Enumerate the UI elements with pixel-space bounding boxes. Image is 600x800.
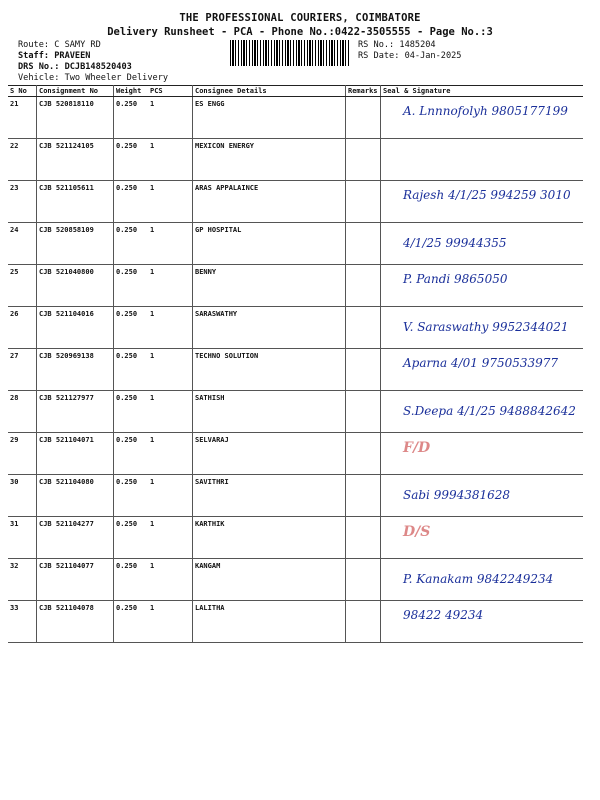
row-consignee-text: SAVITHRI [195, 478, 229, 486]
row-pcs-text: 1 [150, 100, 155, 108]
row-consignment-no [37, 139, 114, 181]
row-consignment-no-text: CJB 521105611 [39, 184, 94, 192]
row-weight [114, 559, 149, 601]
barcode [230, 40, 350, 66]
row-remarks [346, 265, 381, 307]
row-signature-text: S.Deepa 4/1/25 9488842642 [403, 404, 576, 418]
table-row [8, 433, 583, 475]
row-signature-text: Aparna 4/01 9750533977 [403, 356, 559, 370]
row-pcs [148, 265, 193, 307]
row-sno [8, 223, 37, 265]
row-consignment-no-text: CJB 521104080 [39, 478, 94, 486]
row-consignee [193, 601, 346, 643]
route-label: Route: C SAMY RD [18, 40, 101, 50]
row-pcs [148, 307, 193, 349]
row-weight-text: 0.250 [116, 142, 138, 150]
row-consignment-no-text: CJB 520818110 [39, 100, 94, 108]
row-consignee-text: SATHISH [195, 394, 225, 402]
row-consignment-no [37, 223, 114, 265]
row-remarks [346, 349, 381, 391]
row-weight [114, 349, 149, 391]
row-remarks [346, 181, 381, 223]
row-pcs [148, 475, 193, 517]
row-signature-text: F/D [403, 440, 431, 456]
table-row [8, 265, 583, 307]
row-sno [8, 265, 37, 307]
vehicle-label: Vehicle: Two Wheeler Delivery [18, 73, 169, 83]
row-signature [381, 475, 584, 517]
drs-label: DRS No.: DCJB148520403 [18, 62, 132, 72]
row-pcs-text: 1 [150, 562, 155, 570]
row-sno-text: 32 [10, 562, 19, 570]
row-pcs [148, 433, 193, 475]
row-weight-text: 0.250 [116, 352, 138, 360]
row-pcs [148, 139, 193, 181]
row-consignment-no-text: CJB 521127977 [39, 394, 94, 402]
row-signature [381, 349, 584, 391]
row-remarks [346, 433, 381, 475]
row-weight [114, 223, 149, 265]
row-weight-text: 0.250 [116, 562, 138, 570]
row-consignee [193, 559, 346, 601]
row-consignment-no [37, 433, 114, 475]
row-sno-text: 28 [10, 394, 19, 402]
row-weight [114, 517, 149, 559]
row-signature-text: P. Pandi 9865050 [403, 272, 508, 286]
row-consignee [193, 475, 346, 517]
row-sno [8, 139, 37, 181]
row-weight [114, 265, 149, 307]
table-row [8, 517, 583, 559]
row-remarks [346, 559, 381, 601]
table-row [8, 97, 583, 139]
row-consignee-text: TECHNO SOLUTION [195, 352, 259, 360]
row-consignment-no-text: CJB 521104277 [39, 520, 94, 528]
row-consignment-no [37, 349, 114, 391]
row-sno-text: 25 [10, 268, 19, 276]
row-weight [114, 307, 149, 349]
row-consignee [193, 391, 346, 433]
row-consignment-no [37, 517, 114, 559]
row-pcs [148, 97, 193, 139]
table-row [8, 223, 583, 265]
row-pcs-text: 1 [150, 268, 155, 276]
row-pcs-text: 1 [150, 436, 155, 444]
row-pcs [148, 181, 193, 223]
row-weight-text: 0.250 [116, 604, 138, 612]
row-sno [8, 517, 37, 559]
row-pcs [148, 349, 193, 391]
row-remarks [346, 601, 381, 643]
row-consignee [193, 139, 346, 181]
row-consignee-text: BENNY [195, 268, 217, 276]
row-signature [381, 601, 584, 643]
row-weight-text: 0.250 [116, 436, 138, 444]
row-pcs [148, 559, 193, 601]
row-consignee [193, 97, 346, 139]
row-weight-text: 0.250 [116, 520, 138, 528]
row-consignment-no-text: CJB 521124105 [39, 142, 94, 150]
row-consignment-no [37, 181, 114, 223]
row-signature [381, 223, 584, 265]
row-consignee-text: ARAS APPALAINCE [195, 184, 259, 192]
row-weight-text: 0.250 [116, 310, 138, 318]
row-consignee [193, 349, 346, 391]
row-signature [381, 139, 584, 181]
row-signature [381, 433, 584, 475]
row-consignment-no [37, 475, 114, 517]
row-consignment-no-text: CJB 521104078 [39, 604, 94, 612]
row-consignee-text: SARASWATHY [195, 310, 238, 318]
row-sno-text: 27 [10, 352, 19, 360]
row-consignee-text: SELVARAJ [195, 436, 229, 444]
row-pcs-text: 1 [150, 226, 155, 234]
row-signature [381, 265, 584, 307]
col-sno: S No [8, 86, 37, 97]
col-consignment: Consignment No [37, 86, 114, 97]
row-pcs-text: 1 [150, 520, 155, 528]
row-weight [114, 391, 149, 433]
rs-date: RS Date: 04-Jan-2025 [358, 51, 462, 61]
row-sno-text: 21 [10, 100, 19, 108]
row-consignee-text: KANGAM [195, 562, 221, 570]
row-signature-text: D/S [403, 524, 431, 540]
row-signature [381, 559, 584, 601]
row-consignment-no [37, 559, 114, 601]
row-consignee [193, 265, 346, 307]
runsheet-subtitle: Delivery Runsheet - PCA - Phone No.:0422-3505555 - Page No.:3 [107, 26, 493, 38]
row-consignment-no [37, 265, 114, 307]
table-row [8, 307, 583, 349]
row-weight-text: 0.250 [116, 268, 138, 276]
row-consignment-no-text: CJB 520969138 [39, 352, 94, 360]
col-pcs: PCS [148, 86, 193, 97]
row-remarks [346, 139, 381, 181]
row-weight [114, 139, 149, 181]
row-signature-text: 4/1/25 99944355 [403, 236, 507, 250]
col-remarks: Remarks [346, 86, 381, 97]
col-signature: Seal & Signature [381, 86, 584, 97]
row-sno [8, 349, 37, 391]
row-remarks [346, 97, 381, 139]
row-weight-text: 0.250 [116, 100, 138, 108]
row-sno-text: 30 [10, 478, 19, 486]
row-remarks [346, 517, 381, 559]
table-row [8, 181, 583, 223]
row-weight-text: 0.250 [116, 226, 138, 234]
row-signature [381, 307, 584, 349]
row-sno-text: 22 [10, 142, 19, 150]
row-signature [381, 517, 584, 559]
row-signature [381, 97, 584, 139]
row-signature-text: V. Saraswathy 9952344021 [403, 320, 569, 334]
table-row [8, 559, 583, 601]
row-consignee-text: KARTHIK [195, 520, 225, 528]
table-header-row [8, 86, 583, 97]
row-sno [8, 97, 37, 139]
row-sno [8, 559, 37, 601]
row-sno [8, 475, 37, 517]
row-pcs [148, 601, 193, 643]
row-consignee-text: ES ENGG [195, 100, 225, 108]
col-consignee: Consignee Details [193, 86, 346, 97]
row-pcs-text: 1 [150, 394, 155, 402]
row-consignment-no-text: CJB 521104071 [39, 436, 94, 444]
table-row [8, 601, 583, 643]
row-consignment-no [37, 307, 114, 349]
row-sno-text: 31 [10, 520, 19, 528]
row-weight [114, 601, 149, 643]
row-sno-text: 23 [10, 184, 19, 192]
row-sno-text: 26 [10, 310, 19, 318]
row-consignment-no [37, 391, 114, 433]
row-signature [381, 181, 584, 223]
row-consignee-text: GP HOSPITAL [195, 226, 242, 234]
row-remarks [346, 307, 381, 349]
row-consignment-no-text: CJB 520858109 [39, 226, 94, 234]
row-pcs-text: 1 [150, 352, 155, 360]
row-pcs-text: 1 [150, 478, 155, 486]
row-consignment-no-text: CJB 521104016 [39, 310, 94, 318]
rs-number: RS No.: 1485204 [358, 40, 436, 50]
row-sno-text: 24 [10, 226, 19, 234]
row-consignee [193, 517, 346, 559]
row-signature-text: Sabi 9994381628 [403, 488, 511, 502]
row-signature-text: A. Lnnnofolyh 9805177199 [403, 104, 568, 118]
row-pcs [148, 517, 193, 559]
row-weight [114, 433, 149, 475]
row-weight [114, 181, 149, 223]
col-weight: Weight [114, 86, 149, 97]
row-sno [8, 391, 37, 433]
row-consignee-text: LALITHA [195, 604, 225, 612]
table-row [8, 349, 583, 391]
row-signature-text: P. Kanakam 9842249234 [403, 572, 554, 586]
row-sno [8, 601, 37, 643]
row-sno [8, 307, 37, 349]
row-signature [381, 391, 584, 433]
row-pcs-text: 1 [150, 310, 155, 318]
row-sno [8, 433, 37, 475]
row-remarks [346, 391, 381, 433]
row-weight-text: 0.250 [116, 184, 138, 192]
row-sno [8, 181, 37, 223]
row-sno-text: 29 [10, 436, 19, 444]
row-consignment-no [37, 601, 114, 643]
row-consignee [193, 307, 346, 349]
row-signature-text: 98422 49234 [403, 608, 484, 622]
row-weight [114, 97, 149, 139]
row-signature-text: Rajesh 4/1/25 994259 3010 [403, 188, 571, 202]
row-sno-text: 33 [10, 604, 19, 612]
row-pcs-text: 1 [150, 184, 155, 192]
table-row [8, 475, 583, 517]
row-consignee [193, 181, 346, 223]
row-pcs [148, 223, 193, 265]
row-remarks [346, 223, 381, 265]
row-consignee-text: MEXICON ENERGY [195, 142, 255, 150]
row-consignment-no-text: CJB 521104077 [39, 562, 94, 570]
row-weight [114, 475, 149, 517]
row-weight-text: 0.250 [116, 478, 138, 486]
row-consignee [193, 223, 346, 265]
table-row [8, 139, 583, 181]
row-consignee [193, 433, 346, 475]
runsheet-table [8, 85, 583, 643]
row-consignment-no-text: CJB 521040800 [39, 268, 94, 276]
row-remarks [346, 475, 381, 517]
row-pcs-text: 1 [150, 142, 155, 150]
row-weight-text: 0.250 [116, 394, 138, 402]
company-title: THE PROFESSIONAL COURIERS, COIMBATORE [179, 12, 421, 24]
staff-label: Staff: PRAVEEN [18, 51, 91, 61]
row-pcs [148, 391, 193, 433]
table-row [8, 391, 583, 433]
row-consignment-no [37, 97, 114, 139]
row-pcs-text: 1 [150, 604, 155, 612]
